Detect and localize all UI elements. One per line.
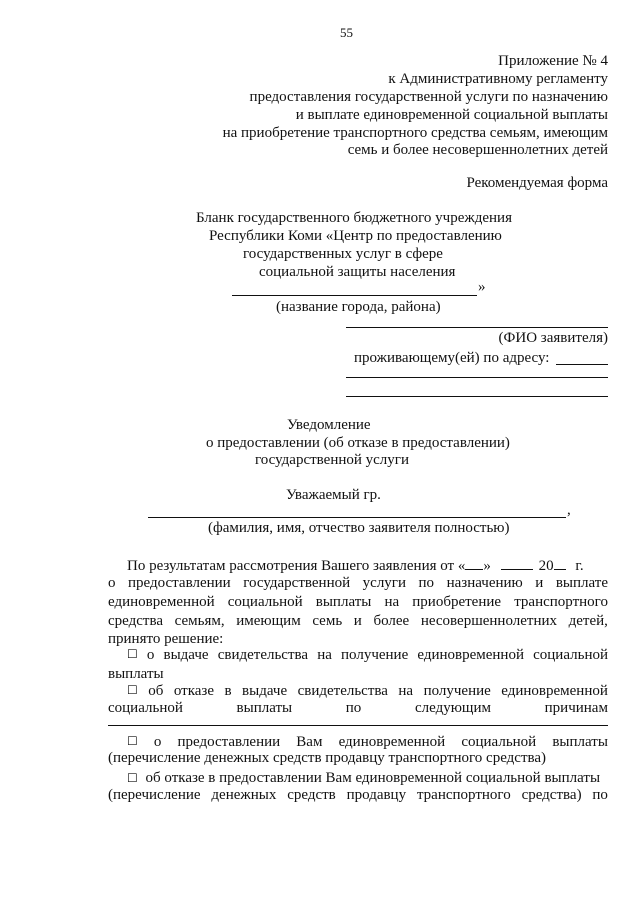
city-hint: (название города, района) <box>276 299 441 315</box>
word: по <box>345 700 362 716</box>
option-text: об отказе в предоставлении Вам единовременной социальной выплаты <box>145 770 601 786</box>
word: социальной <box>227 594 303 610</box>
quote-end: » <box>478 279 486 295</box>
appendix-title: Приложение № 4 <box>498 53 608 69</box>
address-blank-inline <box>556 364 608 365</box>
word: единовременной <box>108 594 215 610</box>
paragraph-line <box>108 595 608 610</box>
paragraph-line <box>108 788 608 803</box>
page-number: 55 <box>340 25 353 40</box>
paragraph-line <box>108 701 608 716</box>
checkbox-icon[interactable]: ☐ <box>127 647 138 661</box>
address-blank-line <box>346 377 608 378</box>
recommended-form-label: Рекомендуемая форма <box>466 175 608 191</box>
appendix-line: на приобретение транспортного средства семьям, имеющим <box>222 125 608 141</box>
word: предоставлении <box>177 734 281 750</box>
option-refuse-payment <box>127 771 600 786</box>
word: выплате <box>555 575 608 591</box>
word: средства) <box>521 787 582 803</box>
word: единовременной <box>417 647 524 663</box>
word: и <box>535 575 544 591</box>
appendix-line: предоставления государственной услуги по назначению <box>249 89 608 105</box>
paragraph-line <box>108 614 608 629</box>
paragraph-text: По результатам рассмотрения Вашего заявления от « <box>127 558 466 574</box>
month-blank <box>501 557 533 570</box>
word: продавцу <box>346 787 407 803</box>
word: назначению <box>446 575 523 591</box>
checkbox-icon[interactable]: ☐ <box>127 771 138 785</box>
word: предоставлении <box>128 575 231 591</box>
word: в <box>224 683 232 699</box>
word: государственной <box>243 575 351 591</box>
option-issue-certificate <box>127 648 608 663</box>
word: по <box>418 575 435 591</box>
word: более <box>373 613 410 629</box>
day-blank <box>465 557 483 570</box>
word: единовременной <box>338 734 446 750</box>
institution-line: Республики Коми «Центр по предоставлению <box>209 228 502 244</box>
notice-subtitle: государственной услуги <box>255 452 409 468</box>
word: на <box>384 594 400 610</box>
greeting-comma: , <box>567 502 571 518</box>
institution-line: государственных услуг в сфере <box>243 246 443 262</box>
option-refuse-certificate <box>127 684 608 699</box>
word: выдаче <box>242 683 288 699</box>
word: семьям, <box>174 613 225 629</box>
word: свидетельства <box>217 647 309 663</box>
option-grant-payment <box>127 735 608 750</box>
paragraph-text: » <box>483 558 491 574</box>
applicant-name-hint: (фамилия, имя, отчество заявителя полностью) <box>208 520 510 536</box>
appendix-line: и выплате единовременной социальной выплаты <box>295 107 608 123</box>
word: выплаты <box>315 594 372 610</box>
option-text: выплаты <box>108 666 164 682</box>
word: Вам <box>296 734 323 750</box>
word: об <box>148 683 164 699</box>
word: денежных <box>211 787 277 803</box>
word: следующим <box>414 700 491 716</box>
appendix-line: к Административному регламенту <box>388 71 608 87</box>
word: по <box>592 787 608 803</box>
address-blank-line <box>346 396 608 397</box>
word: и <box>353 613 362 629</box>
city-blank-line <box>232 295 477 296</box>
word: получение <box>423 683 491 699</box>
address-label: проживающему(ей) по адресу: <box>354 350 550 366</box>
word: о <box>153 734 162 750</box>
word: причинам <box>544 700 608 716</box>
fio-hint: (ФИО заявителя) <box>498 330 608 346</box>
word: о <box>108 575 116 591</box>
word: услуги <box>362 575 406 591</box>
institution-line: Бланк государственного бюджетного учреждения <box>196 210 512 226</box>
notice-title: Уведомление <box>287 417 371 433</box>
option-text: (перечисление денежных средств продавцу транспортного средства) <box>108 750 547 766</box>
word: социальной <box>108 700 183 716</box>
word: имеющим <box>236 613 301 629</box>
word: на <box>398 683 414 699</box>
word: средства <box>108 613 164 629</box>
checkbox-icon[interactable]: ☐ <box>127 683 138 697</box>
word: (перечисление <box>108 787 201 803</box>
paragraph-text: 20 <box>538 558 554 574</box>
year-blank <box>554 557 566 570</box>
word: детей, <box>568 613 608 629</box>
word: получение <box>341 647 409 663</box>
application-line <box>127 557 584 574</box>
paragraph-text: г. <box>575 558 584 574</box>
reasons-blank-line <box>108 725 608 726</box>
notice-subtitle: о предоставлении (об отказе в предоставлении) <box>206 435 510 451</box>
paragraph-line <box>108 576 608 591</box>
word: выплаты <box>552 734 608 750</box>
word: транспортного <box>416 787 511 803</box>
institution-line: социальной защиты населения <box>259 264 456 280</box>
word: выдаче <box>163 647 209 663</box>
word: приобретение <box>412 594 502 610</box>
word: отказе <box>173 683 215 699</box>
checkbox-icon[interactable]: ☐ <box>127 734 138 748</box>
word: свидетельства <box>297 683 388 699</box>
word: средств <box>287 787 336 803</box>
word: несовершеннолетних <box>420 613 558 629</box>
word: на <box>317 647 332 663</box>
greeting: Уважаемый гр. <box>286 487 381 503</box>
word: единовременной <box>501 683 608 699</box>
word: социальной <box>461 734 537 750</box>
word: выплаты <box>236 700 293 716</box>
applicant-name-line <box>148 517 566 518</box>
fio-blank-line <box>346 327 608 328</box>
appendix-line: семь и более несовершеннолетних детей <box>347 142 608 158</box>
word: социальной <box>533 647 608 663</box>
word: о <box>146 647 155 663</box>
word: семь <box>312 613 343 629</box>
decision-label: принято решение: <box>108 631 224 647</box>
word: транспортного <box>514 594 608 610</box>
